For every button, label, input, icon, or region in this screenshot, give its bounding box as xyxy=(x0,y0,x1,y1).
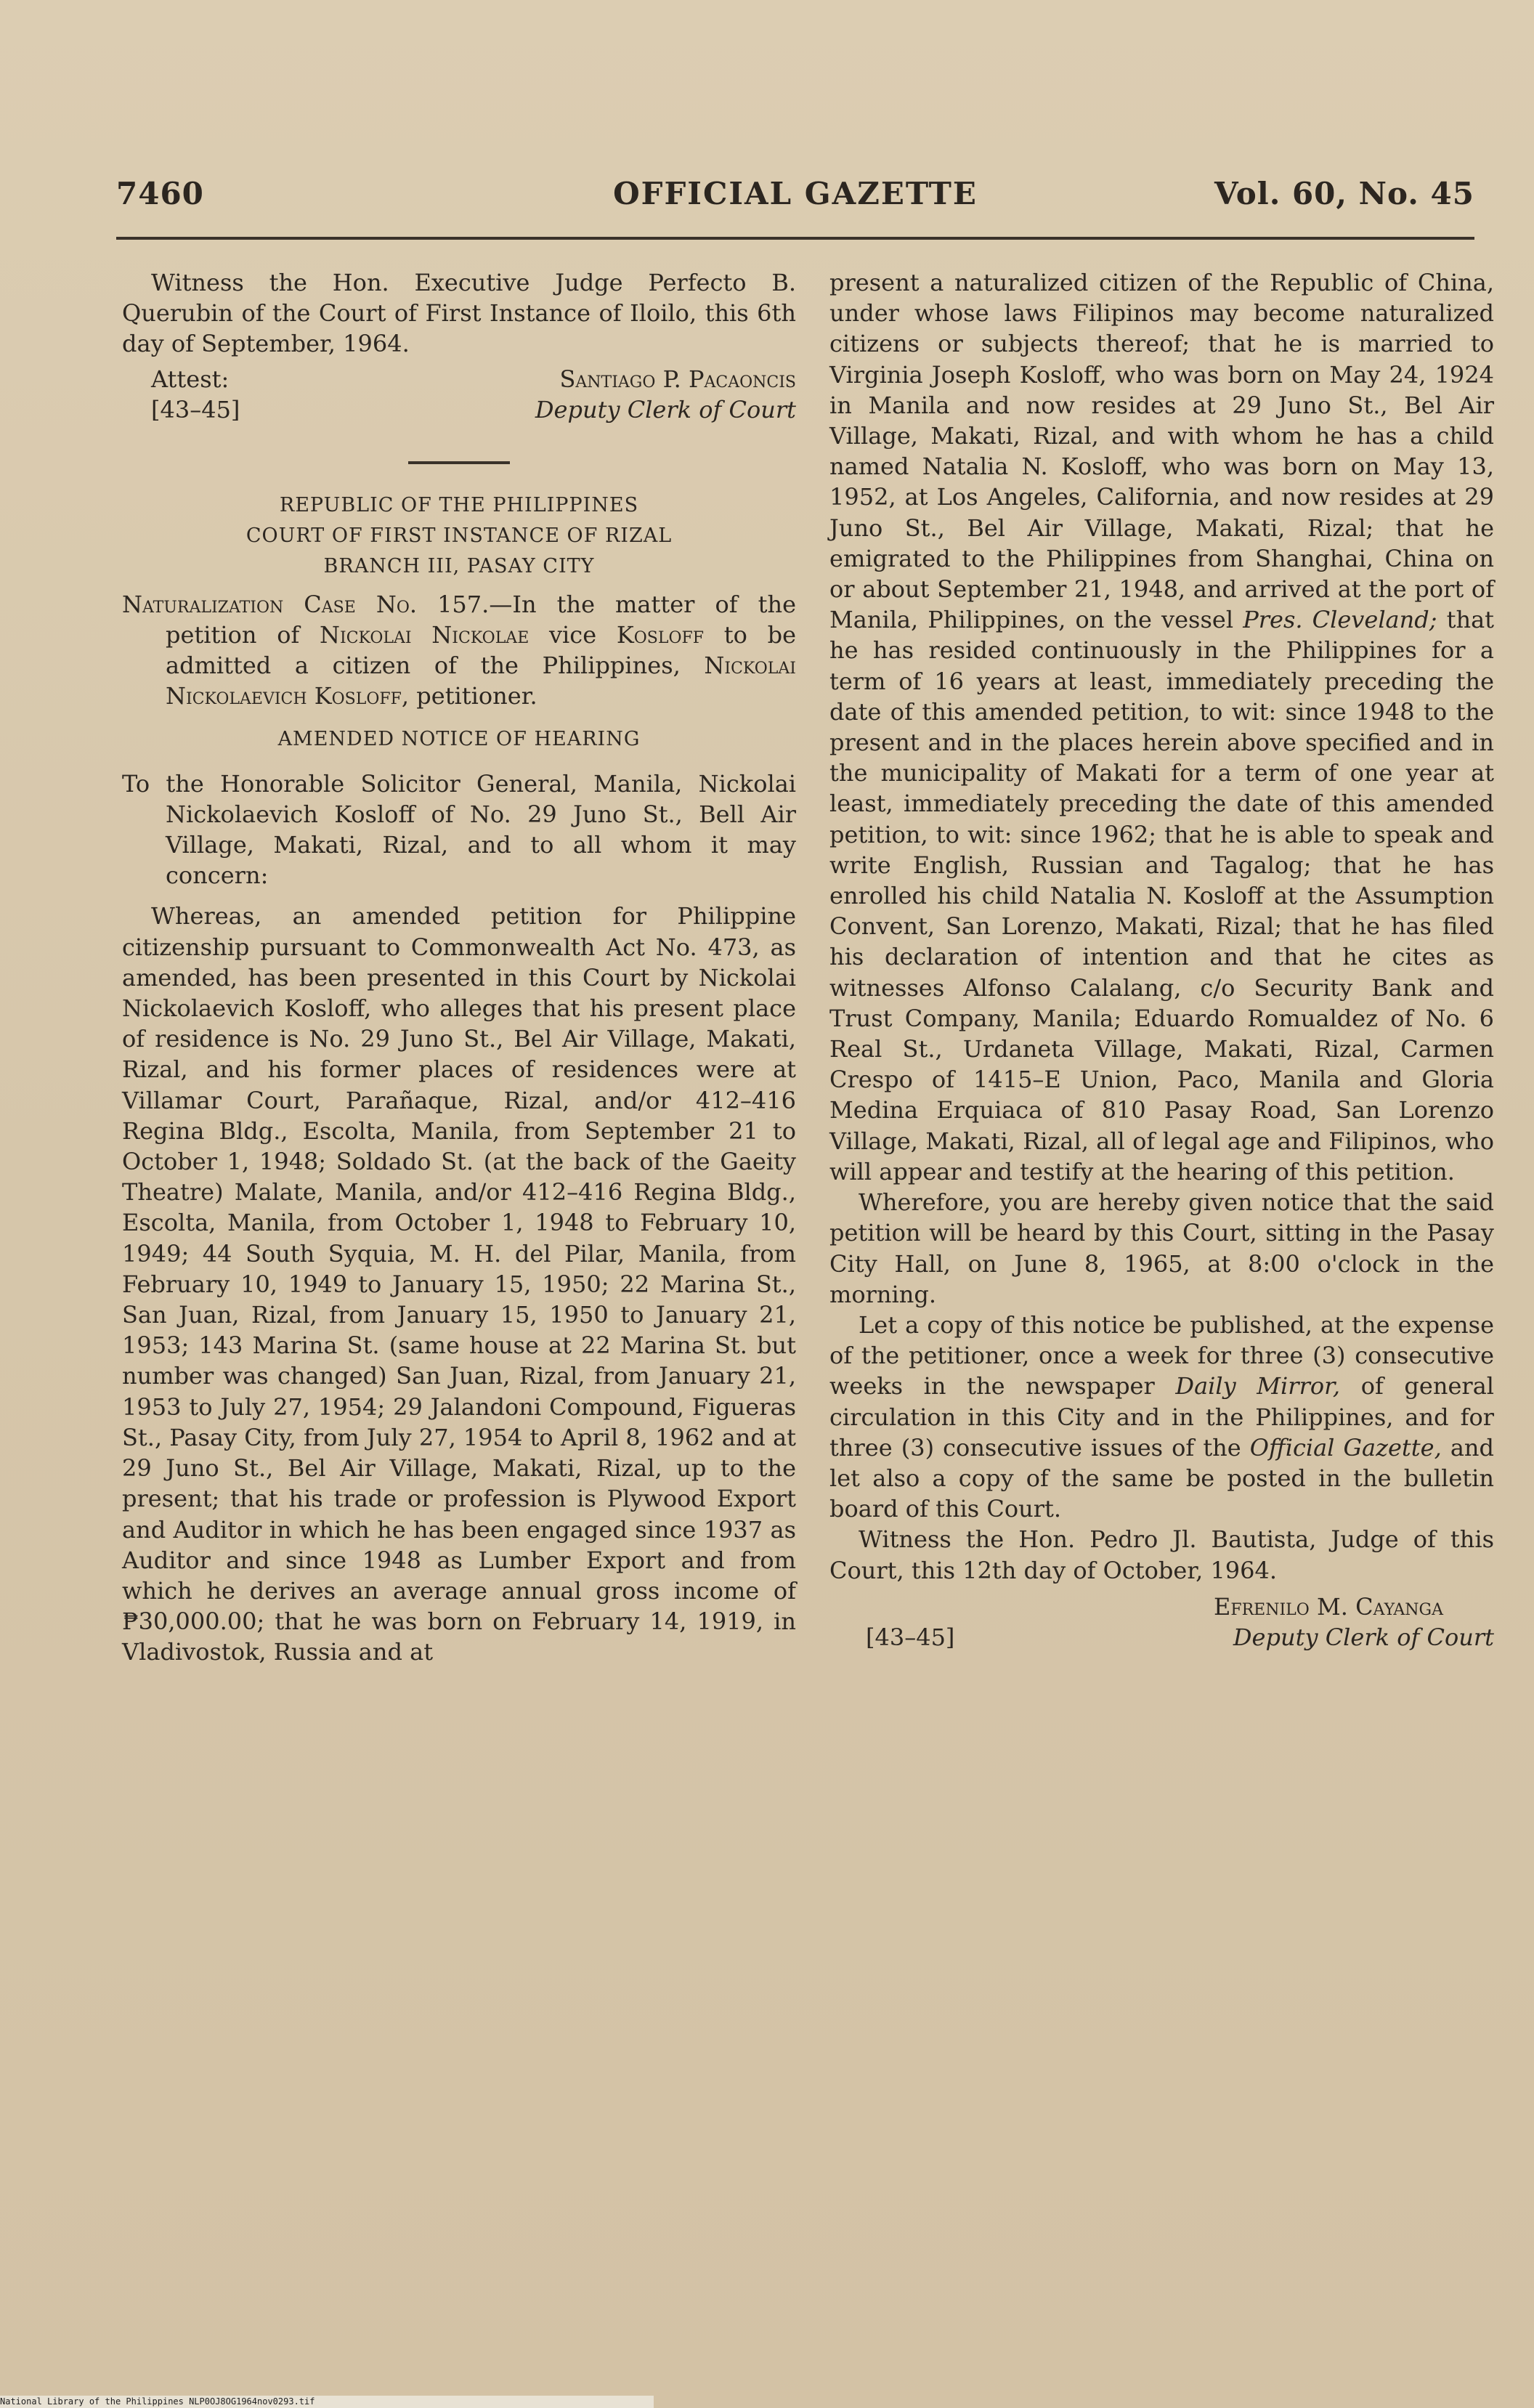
petitioner-name: Nickolai Nickolae xyxy=(320,620,529,649)
right-column xyxy=(829,267,1494,1657)
case-label: Naturalization Case No. 157. xyxy=(122,590,490,618)
volume-issue: Vol. 60, No. 45 xyxy=(1214,176,1474,211)
court-caption xyxy=(122,490,796,582)
attestation-block xyxy=(122,364,796,429)
publication-paragraph: Let a copy of this notice be published, at the expense of the petitioner, once a week for three (3) consecutive weeks in the newspaper Daily Mirror, of general circulation in this City and in the Philippines, and for three (3) consecutive issues of the Official Gazette, and let also a copy of the same be posted in the bulletin board of this Court. xyxy=(829,1310,1495,1523)
witness-paragraph: Witness the Hon. Executive Judge Perfecto B. Querubin of the Court of First Instance of Iloilo, this 6th day of September, 1964. xyxy=(122,269,796,358)
vessel-name: Pres. Cleveland; xyxy=(1243,606,1437,634)
caption-republic: REPUBLIC OF THE PHILIPPINES xyxy=(279,493,639,516)
case-title: Naturalization Case No. 157.—In the matter of the petition of Nickolai Nickolae vice Kosloff to be admitted a citizen of the Philippines, Nickolai Nickolaevich Kosloff, petitioner. xyxy=(122,590,796,710)
section-divider xyxy=(408,461,510,464)
page-number: 7460 xyxy=(116,176,204,211)
reference-number: [43–45] xyxy=(151,395,240,423)
addressee-paragraph: To the Honorable Solicitor General, Manila, Nickolai Nickolaevich Kosloff of No. 29 Juno St., Bell Air Village, Makati, Rizal, and to all whom it may concern: xyxy=(122,769,796,890)
header-rule xyxy=(116,237,1474,240)
whereas-paragraph: Whereas, an amended petition for Philippine citizenship pursuant to Commonwealth Act No. 473, as amended, has been presented in this Court by Nickolai Nickolaevich Kosloff, who alleges that his present place of residence is No. 29 Juno St., Bel Air Village, Makati, Rizal, and his former places of residences were at Villamar Court, Parañaque, Rizal, and/or 412–416 Regina Bldg., Escolta, Manila, from September 21 to October 1, 1948; Soldado St. (at the back of the Gaeity Theatre) Malate, Manila, and/or 412–416 Regina Bldg., Escolta, Manila, from October 1, 1948 to February 10, 1949; 44 South Syquia, M. H. del Pilar, Manila, from February 10, 1949 to January 15, 1950; 22 Marina St., San Juan, Rizal, from January 15, 1950 to January 21, 1953; 143 Marina St. (same house at 22 Marina St. but number was changed) San Juan, Rizal, from January 21, 1953 to July 27, 1954; 29 Jalandoni Compound, Figueras St., Pasay City, from July 27, 1954 to April 8, 1962 and at 29 Juno St., Bel Air Village, Makati, Rizal, up to the present; that his trade or profession is Plywood Export and Auditor in which he has been engaged since 1937 as Auditor and since 1948 as Lumber Export and from which he derives an average annual gross income of ₱30,000.00; that he was born on February 14, 1919, in Vladivostok, Russia and at xyxy=(122,902,796,1666)
wherefore-paragraph: Wherefore, you are hereby given notice that the said petition will be heard by this Court, sitting in the Pasay City Hall, on June 8, 1965, at 8:00 o'clock in the morning. xyxy=(829,1188,1494,1308)
signature-block xyxy=(829,1592,1494,1657)
witness-judge-paragraph: Witness the Hon. Pedro Jl. Bautista, Judge of this Court, this 12th day of October, 1964. xyxy=(829,1525,1494,1584)
page-header xyxy=(116,176,1474,227)
attest-label: Attest: xyxy=(151,365,230,393)
caption-branch: BRANCH III, PASAY CITY xyxy=(323,554,595,577)
caption-court: COURT OF FIRST INSTANCE OF RIZAL xyxy=(245,524,673,547)
notice-heading: AMENDED NOTICE OF HEARING xyxy=(277,728,641,751)
reference-number: [43–45] xyxy=(866,1623,955,1651)
scan-footer: National Library of the Philippines NLP0OJ8OG1964nov0293.tif xyxy=(0,2396,654,2408)
left-column xyxy=(122,267,796,1668)
clerk-name: Efrenilo M. Cayanga xyxy=(1213,1592,1443,1621)
clerk-title: Deputy Clerk of Court xyxy=(535,395,796,423)
petitioner-surname: Kosloff xyxy=(616,620,705,649)
clerk-title: Deputy Clerk of Court xyxy=(1233,1623,1494,1651)
petition-details-paragraph: present a naturalized citizen of the Republic of China, under whose laws Filipinos may become naturalized citizens or subjects thereof; that he is married to Virginia Joseph Kosloff, who was born on May 24, 1924 in Manila and now resides at 29 Juno St., Bel Air Village, Makati, Rizal, and with whom he has a child named Natalia N. Kosloff, who was born on May 13, 1952, at Los Angeles, California, and now resides at 29 Juno St., Bel Air Village, Makati, Rizal; that he emigrated to the Philippines from Shanghai, China on or about September 21, 1948, and arrived at the port of Manila, Philippines, on the vessel Pres. Cleveland; that he has resided continuously in the Philippines for a term of 16 years at least, immediately preceding the date of this amended petition, to wit: since 1948 to the present and in the places herein above specified and in the municipality of Makati for a term of one year at least, immediately preceding the date of this amended petition, to wit: since 1962; that he is able to speak and write English, Russian and Tagalog; that he has enrolled his child Natalia N. Kosloff at the Assumption Convent, San Lorenzo, Makati, Rizal; that he has filed his declaration of intention and that he cites as witnesses Alfonso Calalang, c/o Security Bank and Trust Company, Manila; Eduardo Romualdez of No. 6 Real St., Urdaneta Village, Makati, Rizal, Carmen Crespo of 1415–E Union, Paco, Manila and Gloria Medina Erquiaca of 810 Pasay Road, San Lorenzo Village, Makati, Rizal, all of legal age and Filipinos, who will appear and testify at the hearing of this petition. xyxy=(829,269,1495,1185)
publication-title: OFFICIAL GAZETTE xyxy=(613,176,978,211)
clerk-name: Santiago P. Pacaoncis xyxy=(559,365,796,393)
petitioner-full-name: Nickolai Nickolaevich Kosloff xyxy=(166,652,796,710)
newspaper-name: Daily Mirror, xyxy=(1175,1372,1341,1400)
gazette-name: Official Gazette, xyxy=(1249,1433,1442,1462)
